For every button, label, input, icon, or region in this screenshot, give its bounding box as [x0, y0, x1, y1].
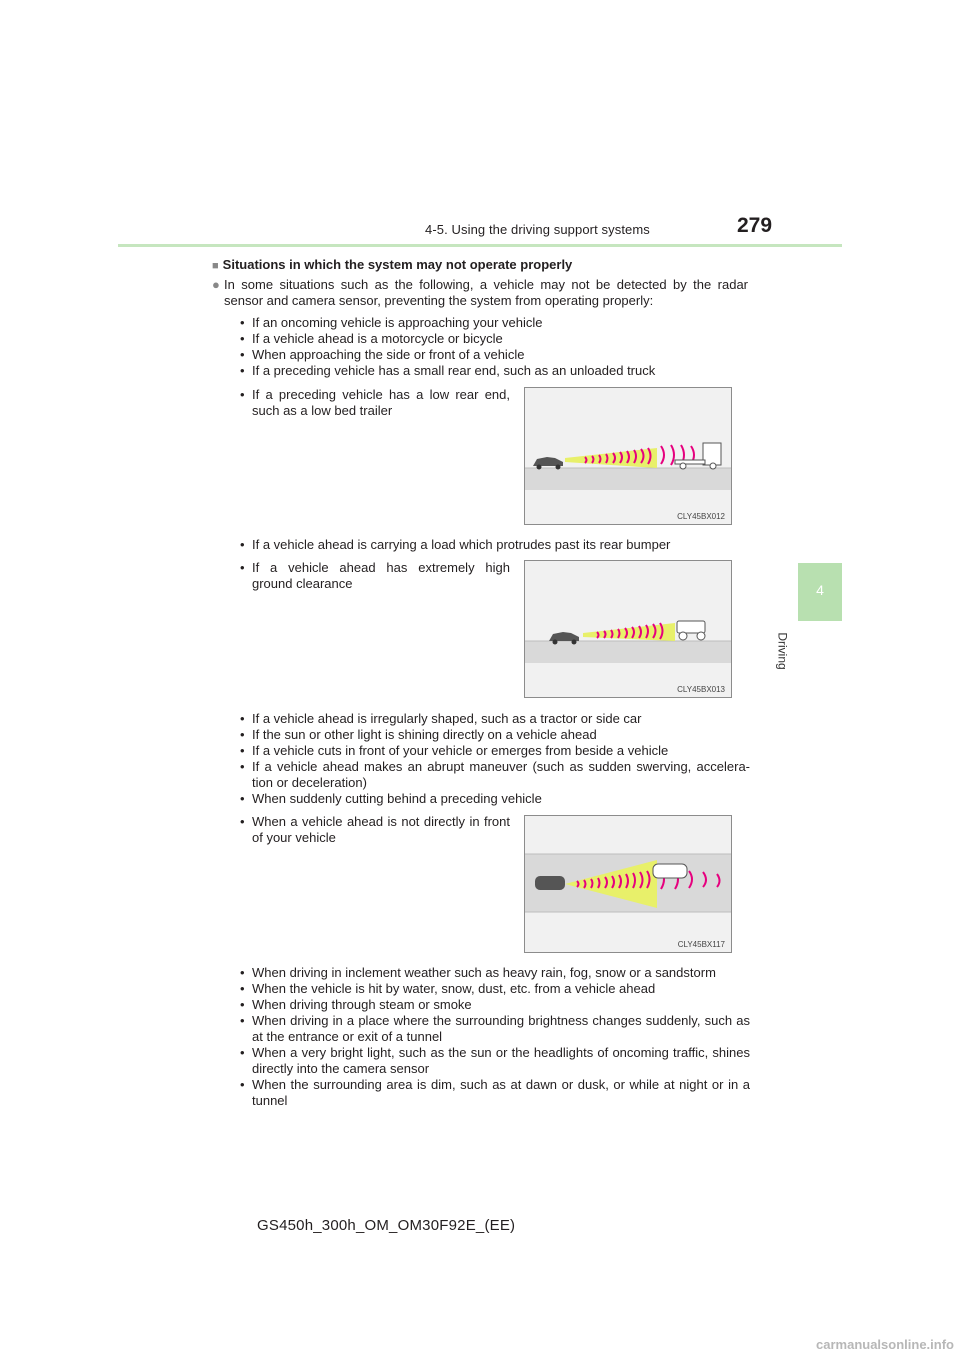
list-item: • If a preceding vehicle has a small rear end, such as an unloaded truck: [238, 363, 750, 379]
list-item: • If the sun or other light is shining directly on a vehicle ahead: [238, 727, 750, 743]
list-item: • If a vehicle ahead is irregularly shaped, such as a tractor or side car: [238, 711, 750, 727]
list-item: • When the surrounding area is dim, such as at dawn or dusk, or while at night or in a tunnel: [238, 1077, 750, 1109]
low-rear-end-item: • If a preceding vehicle has a low rear end, such as a low bed trailer: [238, 387, 510, 419]
figure-code: CLY45BX012: [677, 512, 725, 521]
list-item: • When driving in inclement weather such as heavy rain, fog, snow or a sandstorm: [238, 965, 750, 981]
list-item: • When suddenly cutting behind a preceding vehicle: [238, 791, 750, 807]
figure-illustration: [525, 388, 731, 524]
not-directly-ahead-item: • When a vehicle ahead is not directly in front of your vehicle: [238, 814, 510, 846]
chapter-tab: [798, 563, 842, 621]
list-item: • If a vehicle ahead is a motorcycle or bicycle: [238, 331, 750, 347]
situations-list-3: [238, 965, 750, 1109]
offset-vehicle-figure: [524, 815, 732, 953]
section-heading: ■ Situations in which the system may not operate properly: [212, 257, 573, 272]
list-item: • When approaching the side or front of a vehicle: [238, 347, 750, 363]
watermark: carmanualsonline.info: [816, 1337, 954, 1352]
single-item-list: [238, 537, 750, 553]
list-item: • When a very bright light, such as the sun or the headlights of oncoming traffic, shines directly into the camera sensor: [238, 1045, 750, 1077]
list-item: • If an oncoming vehicle is approaching your vehicle: [238, 315, 750, 331]
situations-list-1: [238, 315, 750, 379]
header-rule: [118, 244, 842, 247]
figure-code: CLY45BX013: [677, 685, 725, 694]
list-item: • If a vehicle ahead is carrying a load which protrudes past its rear bumper: [238, 537, 750, 553]
high-clearance-figure: [524, 560, 732, 698]
figure-illustration: [525, 816, 731, 952]
low-bed-trailer-figure: [524, 387, 732, 525]
section-title: 4-5. Using the driving support systems: [425, 222, 650, 237]
list-item: • When driving through steam or smoke: [238, 997, 750, 1013]
intro-paragraph: ● In some situations such as the following, a vehicle may not be detected by the radar sensor and camera sensor, preventing the system from operating properly:: [212, 277, 748, 308]
chapter-number: 4: [816, 582, 824, 598]
list-item: • If a vehicle cuts in front of your vehicle or emerges from beside a vehicle: [238, 743, 750, 759]
figure-illustration: [525, 561, 731, 697]
circle-bullet-icon: ●: [212, 277, 220, 292]
list-item: • When driving in a place where the surrounding brightness changes suddenly, such as at the entrance or exit of a tunnel: [238, 1013, 750, 1045]
page-number: 279: [737, 214, 773, 237]
figure-code: CLY45BX117: [677, 940, 725, 949]
square-bullet-icon: ■: [212, 260, 219, 272]
situations-list-2: [238, 711, 750, 807]
list-item: • If a vehicle ahead makes an abrupt maneuver (such as sudden swerving, accelera-tion or deceleration): [238, 759, 750, 791]
chapter-label: Driving: [775, 632, 790, 670]
document-footer-code: GS450h_300h_OM_OM30F92E_(EE): [257, 1217, 516, 1234]
high-clearance-item: • If a vehicle ahead has extremely high ground clearance: [238, 560, 510, 592]
list-item: • When the vehicle is hit by water, snow, dust, etc. from a vehicle ahead: [238, 981, 750, 997]
